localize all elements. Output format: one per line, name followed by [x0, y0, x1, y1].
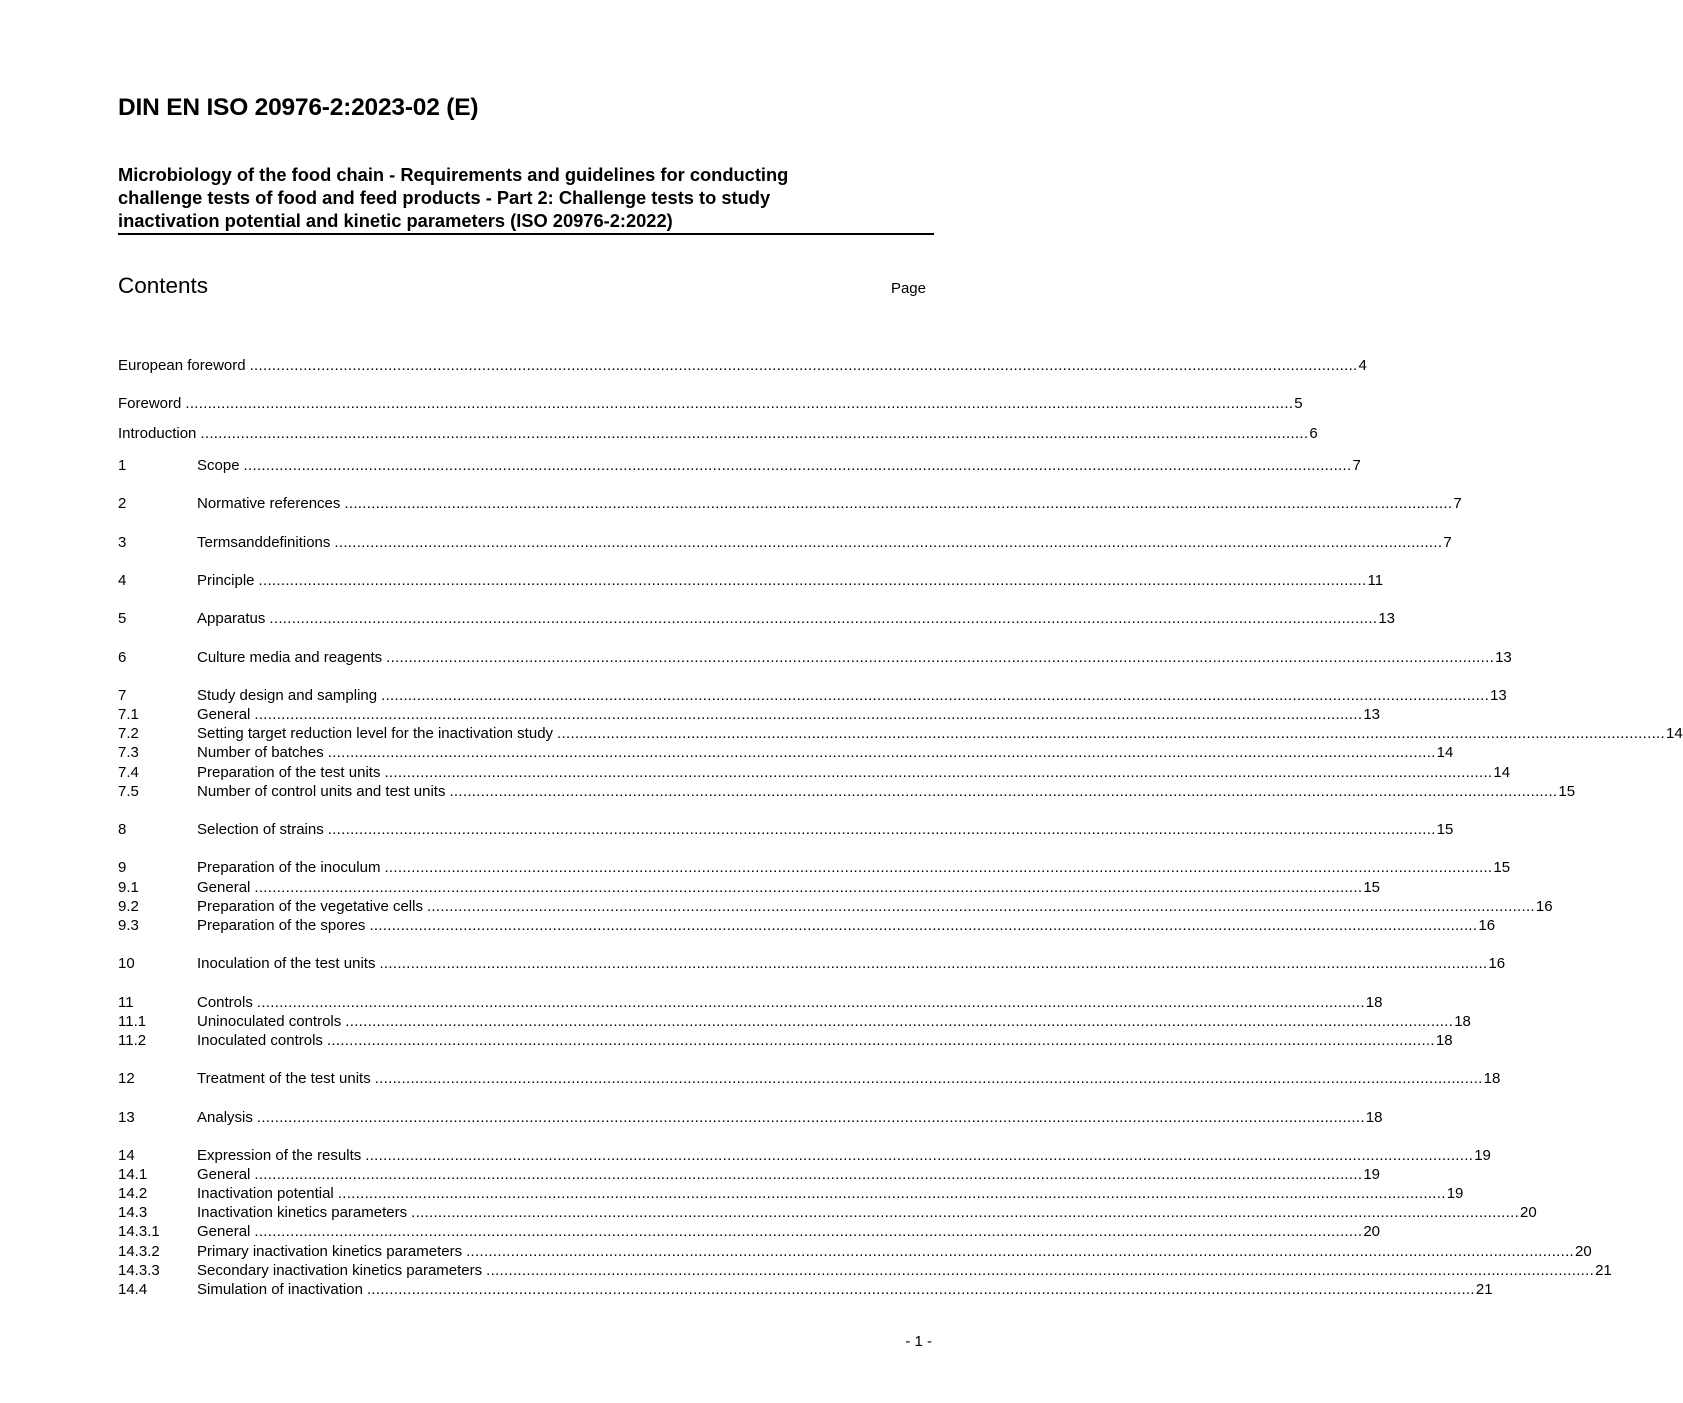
toc-entry[interactable]: [118, 494, 1462, 513]
toc-entry-body: [197, 1165, 1380, 1184]
toc-entry-number: 9: [118, 859, 127, 876]
toc-entry-title: European foreword: [118, 356, 250, 375]
page-column-label: Page: [890, 280, 926, 297]
toc-entry-title: Inoculation of the test units: [197, 954, 379, 973]
toc-entry[interactable]: [118, 1261, 1612, 1280]
toc-entry-body: [197, 993, 1383, 1012]
toc-dot-leader: ........................................................................................................................................................................................................................................................: [369, 917, 1478, 934]
toc-entry-title: Preparation of the vegetative cells: [197, 897, 427, 916]
toc-dot-leader: ........................................................................................................................................................................................................................................................: [334, 534, 1443, 551]
toc-entry-page: 13: [1363, 706, 1380, 723]
toc-entry-page: 21: [1475, 1281, 1493, 1298]
toc-dot-leader: ........................................................................................................................................................................................................................................................: [365, 1147, 1474, 1164]
toc-entry-title: Foreword: [118, 394, 185, 413]
toc-entry-page: 4: [1358, 357, 1367, 374]
toc-entry-number: 7.4: [118, 764, 139, 781]
toc-entry-number: 2: [118, 495, 127, 512]
toc-entry-page: 18: [1454, 1013, 1471, 1030]
toc-dot-leader: ........................................................................................................................................................................................................................................................: [374, 1070, 1483, 1087]
toc-dot-leader: ........................................................................................................................................................................................................................................................: [249, 357, 1358, 374]
toc-entry-title: Preparation of the test units: [197, 763, 384, 782]
toc-entry[interactable]: [118, 916, 1496, 935]
toc-dot-leader: ........................................................................................................................................................................................................................................................: [256, 1109, 1365, 1126]
toc-entry-page: 19: [1363, 1166, 1380, 1183]
toc-entry-page: 14: [1665, 725, 1683, 742]
toc-entry-body: [197, 916, 1496, 935]
toc-entry-body: [197, 724, 1683, 743]
toc-entry-page: 20: [1575, 1243, 1592, 1260]
toc-entry-page: 7: [1352, 457, 1361, 474]
toc-entry-body: [197, 897, 1553, 916]
toc-dot-leader: ........................................................................................................................................................................................................................................................: [326, 1032, 1435, 1049]
toc-entry-body: [118, 424, 1318, 443]
toc-entry-body: [197, 609, 1396, 628]
toc-entry-body: [197, 686, 1507, 705]
toc-entry-title: Secondary inactivation kinetics parameters: [197, 1261, 486, 1280]
toc-entry-body: [197, 782, 1576, 801]
toc-entry-title: Expression of the results: [197, 1146, 365, 1165]
toc-entry-number: 14: [118, 1147, 135, 1164]
toc-entry-page: 13: [1490, 687, 1507, 704]
toc-entry-title: Scope: [197, 456, 244, 475]
toc-entry-body: [118, 394, 1303, 413]
toc-entry-body: [197, 954, 1506, 973]
toc-entry-number: 11: [118, 994, 134, 1011]
toc-entry-body: [197, 1261, 1612, 1280]
toc-entry-number: 12: [118, 1070, 135, 1087]
toc-entry[interactable]: [118, 456, 1361, 475]
toc-entry-body: [197, 1012, 1471, 1031]
toc-entry-title: Inactivation kinetics parameters: [197, 1203, 411, 1222]
toc-entry-title: Inactivation potential: [197, 1184, 338, 1203]
toc-entry-page: 15: [1436, 821, 1454, 838]
toc-entry-page: 18: [1483, 1070, 1501, 1087]
contents-heading: Contents: [118, 273, 209, 298]
toc-entry[interactable]: [118, 648, 1512, 667]
toc-entry-body: [197, 456, 1361, 475]
toc-dot-leader: ........................................................................................................................................................................................................................................................: [243, 457, 1352, 474]
toc-entry-number: 10: [118, 955, 135, 972]
toc-entry[interactable]: [118, 1203, 1537, 1222]
toc-entry-title: Setting target reduction level for the inactivation study: [197, 724, 557, 743]
toc-entry[interactable]: [118, 878, 1380, 897]
toc-entry[interactable]: [118, 1012, 1471, 1031]
toc-entry[interactable]: [118, 609, 1396, 628]
toc-entry-title: General: [197, 1222, 254, 1241]
toc-entry[interactable]: [118, 571, 1384, 590]
toc-entry-page: 20: [1363, 1223, 1380, 1240]
toc-entry-title: General: [197, 1165, 254, 1184]
toc-entry-title: Preparation of the spores: [197, 916, 369, 935]
toc-entry-body: [197, 1242, 1592, 1261]
toc-entry-number: 14.3.2: [118, 1243, 160, 1260]
toc-entry[interactable]: [118, 1280, 1493, 1299]
toc-entry-page: 21: [1595, 1262, 1612, 1279]
toc-dot-leader: ........................................................................................................................................................................................................................................................: [254, 706, 1363, 723]
toc-entry[interactable]: [118, 743, 1454, 762]
toc-entry-page: 15: [1558, 783, 1576, 800]
toc-entry-number: 9.2: [118, 898, 139, 915]
subtitle-line: inactivation potential and kinetic parameters (ISO 20976-2:2022): [118, 210, 673, 231]
toc-entry-title: Inoculated controls: [197, 1031, 327, 1050]
toc-dot-leader: ........................................................................................................................................................................................................................................................: [345, 1013, 1454, 1030]
toc-entry-title: Primary inactivation kinetics parameters: [197, 1242, 466, 1261]
toc-dot-leader: ........................................................................................................................................................................................................................................................: [185, 395, 1294, 412]
toc-dot-leader: ........................................................................................................................................................................................................................................................: [386, 649, 1495, 666]
toc-entry-page: 16: [1488, 955, 1506, 972]
toc-entry-body: [197, 878, 1380, 897]
toc-entry-page: 7: [1443, 534, 1452, 551]
toc-entry[interactable]: [118, 724, 1683, 743]
toc-entry-number: 14.3.1: [118, 1223, 160, 1240]
toc-dot-leader: ........................................................................................................................................................................................................................................................: [366, 1281, 1475, 1298]
toc-entry-page: 19: [1474, 1147, 1491, 1164]
toc-entry-title: Controls: [197, 993, 257, 1012]
toc-dot-leader: ........................................................................................................................................................................................................................................................: [254, 879, 1363, 896]
toc-entry-page: 11: [1367, 572, 1384, 589]
toc-entry-body: [197, 1146, 1491, 1165]
toc-entry-title: Study design and sampling: [197, 686, 381, 705]
toc-entry-title: Selection of strains: [197, 820, 328, 839]
toc-entry[interactable]: [118, 1242, 1592, 1261]
toc-entry-number: 7.5: [118, 783, 139, 800]
toc-dot-leader: ........................................................................................................................................................................................................................................................: [384, 764, 1493, 781]
toc-dot-leader: ........................................................................................................................................................................................................................................................: [254, 1166, 1363, 1183]
toc-entry-number: 14.3: [118, 1204, 148, 1221]
toc-dot-leader: ........................................................................................................................................................................................................................................................: [344, 495, 1453, 512]
toc-dot-leader: ........................................................................................................................................................................................................................................................: [449, 783, 1558, 800]
toc-entry-page: 7: [1453, 495, 1462, 512]
toc-entry-number: 13: [118, 1109, 135, 1126]
toc-entry-number: 1: [118, 457, 127, 474]
toc-entry-page: 18: [1435, 1032, 1453, 1049]
toc-entry-page: 18: [1365, 994, 1383, 1011]
toc-entry-body: [197, 763, 1511, 782]
toc-entry-title: Number of batches: [197, 743, 328, 762]
toc-entry-page: 16: [1478, 917, 1496, 934]
subtitle-line: challenge tests of food and feed products - Part 2: Challenge tests to study: [118, 187, 771, 208]
toc-entry[interactable]: [118, 820, 1454, 839]
toc-entry[interactable]: [118, 954, 1506, 973]
toc-entry[interactable]: [118, 424, 1318, 443]
toc-entry-title: Apparatus: [197, 609, 269, 628]
toc-entry-page: 13: [1495, 649, 1512, 666]
toc-entry[interactable]: [118, 356, 1367, 375]
toc-entry-number: 4: [118, 572, 127, 589]
toc-entry-body: [197, 1069, 1501, 1088]
toc-entry-body: [197, 820, 1454, 839]
toc-entry-body: [197, 1222, 1380, 1241]
toc-entry[interactable]: [118, 686, 1507, 705]
toc-entry-number: 5: [118, 610, 127, 627]
toc-entry-number: 8: [118, 821, 127, 838]
toc-entry-page: 5: [1294, 395, 1303, 412]
toc-entry-number: 9.1: [118, 879, 139, 896]
toc-entry-title: Number of control units and test units: [197, 782, 449, 801]
toc-entry-title: General: [197, 878, 254, 897]
toc-entry-body: [118, 356, 1367, 375]
document-id: DIN EN ISO 20976-2:2023-02 (E): [118, 94, 479, 121]
toc-entry-number: 9.3: [118, 917, 139, 934]
toc-entry-number: 14.4: [118, 1281, 148, 1298]
toc-entry[interactable]: [118, 763, 1511, 782]
toc-entry-title: Simulation of inactivation: [197, 1280, 367, 1299]
toc-entry-page: 16: [1535, 898, 1553, 915]
toc-entry-number: 7.3: [118, 744, 139, 761]
toc-dot-leader: ........................................................................................................................................................................................................................................................: [411, 1204, 1520, 1221]
subtitle-line: Microbiology of the food chain - Requirements and guidelines for conducting: [118, 164, 789, 185]
toc-entry-number: 7.1: [118, 706, 139, 723]
toc-entry[interactable]: [118, 782, 1576, 801]
toc-entry-body: [197, 1108, 1383, 1127]
toc-entry-title: Introduction: [118, 424, 200, 443]
toc-entry-body: [197, 533, 1452, 552]
toc-dot-leader: ........................................................................................................................................................................................................................................................: [379, 955, 1488, 972]
toc-entry-number: 7.2: [118, 725, 139, 742]
toc-entry-page: 15: [1363, 879, 1380, 896]
toc-entry-body: [197, 1184, 1464, 1203]
toc-entry-body: [197, 1280, 1493, 1299]
toc-entry-title: Analysis: [197, 1108, 257, 1127]
toc-entry-body: [197, 858, 1511, 877]
toc-entry-title: Termsanddefinitions: [197, 533, 334, 552]
toc-entry-number: 14.1: [118, 1166, 148, 1183]
toc-entry-page: 13: [1378, 610, 1396, 627]
toc-entry-page: 6: [1309, 425, 1318, 442]
toc-entry-body: [197, 648, 1512, 667]
toc-entry[interactable]: [118, 897, 1553, 916]
toc-entry[interactable]: [118, 1069, 1501, 1088]
toc-entry-page: 14: [1493, 764, 1511, 781]
toc-entry-page: 19: [1446, 1185, 1464, 1202]
document-subtitle: [118, 163, 934, 235]
toc-dot-leader: ........................................................................................................................................................................................................................................................: [486, 1262, 1595, 1279]
toc-entry[interactable]: [118, 705, 1380, 724]
toc-entry-body: [197, 571, 1384, 590]
toc-entry-number: 7: [118, 687, 127, 704]
toc-entry-number: 3: [118, 534, 127, 551]
toc-entry[interactable]: [118, 1222, 1380, 1241]
toc-dot-leader: ........................................................................................................................................................................................................................................................: [384, 859, 1493, 876]
toc-entry[interactable]: [118, 1146, 1491, 1165]
toc-dot-leader: ........................................................................................................................................................................................................................................................: [256, 994, 1365, 1011]
toc-entry-body: [197, 705, 1380, 724]
toc-entry[interactable]: [118, 1184, 1464, 1203]
toc-entry[interactable]: [118, 533, 1452, 552]
toc-entry[interactable]: [118, 394, 1303, 413]
toc-entry-body: [197, 1203, 1537, 1222]
toc-dot-leader: ........................................................................................................................................................................................................................................................: [258, 572, 1367, 589]
toc-entry-number: 14.2: [118, 1185, 148, 1202]
toc-entry[interactable]: [118, 993, 1383, 1012]
toc-entry-page: 14: [1436, 744, 1454, 761]
toc-entry-title: Culture media and reagents: [197, 648, 386, 667]
toc-entry-number: 11.2: [118, 1032, 147, 1049]
toc-dot-leader: ........................................................................................................................................................................................................................................................: [337, 1185, 1446, 1202]
toc-entry-number: 14.3.3: [118, 1262, 160, 1279]
toc-entry[interactable]: [118, 1031, 1453, 1050]
toc-entry-number: 6: [118, 649, 127, 666]
toc-entry-title: Principle: [197, 571, 259, 590]
toc-dot-leader: ........................................................................................................................................................................................................................................................: [254, 1223, 1363, 1240]
toc-entry-title: Treatment of the test units: [197, 1069, 375, 1088]
toc-dot-leader: ........................................................................................................................................................................................................................................................: [426, 898, 1535, 915]
toc-entry-body: [197, 1031, 1453, 1050]
page-number: - 1 -: [905, 1333, 932, 1350]
toc-entry-page: 20: [1520, 1204, 1537, 1221]
toc-dot-leader: ........................................................................................................................................................................................................................................................: [466, 1243, 1575, 1260]
toc-dot-leader: ........................................................................................................................................................................................................................................................: [327, 821, 1436, 838]
toc-entry-body: [197, 494, 1462, 513]
toc-entry-title: Normative references: [197, 494, 344, 513]
toc-entry[interactable]: [118, 858, 1511, 877]
toc-entry-page: 15: [1493, 859, 1511, 876]
toc-entry-body: [197, 743, 1454, 762]
toc-entry-number: 11.1: [118, 1013, 147, 1030]
toc-dot-leader: ........................................................................................................................................................................................................................................................: [557, 725, 1665, 742]
toc-dot-leader: ........................................................................................................................................................................................................................................................: [327, 744, 1436, 761]
toc-dot-leader: ........................................................................................................................................................................................................................................................: [269, 610, 1378, 627]
toc-entry-page: 18: [1365, 1109, 1383, 1126]
toc-entry-title: Uninoculated controls: [197, 1012, 345, 1031]
toc-dot-leader: ........................................................................................................................................................................................................................................................: [381, 687, 1490, 704]
toc-entry-title: General: [197, 705, 254, 724]
toc-entry-title: Preparation of the inoculum: [197, 858, 384, 877]
toc-entry[interactable]: [118, 1108, 1383, 1127]
toc-dot-leader: ........................................................................................................................................................................................................................................................: [200, 425, 1309, 442]
toc-entry[interactable]: [118, 1165, 1380, 1184]
